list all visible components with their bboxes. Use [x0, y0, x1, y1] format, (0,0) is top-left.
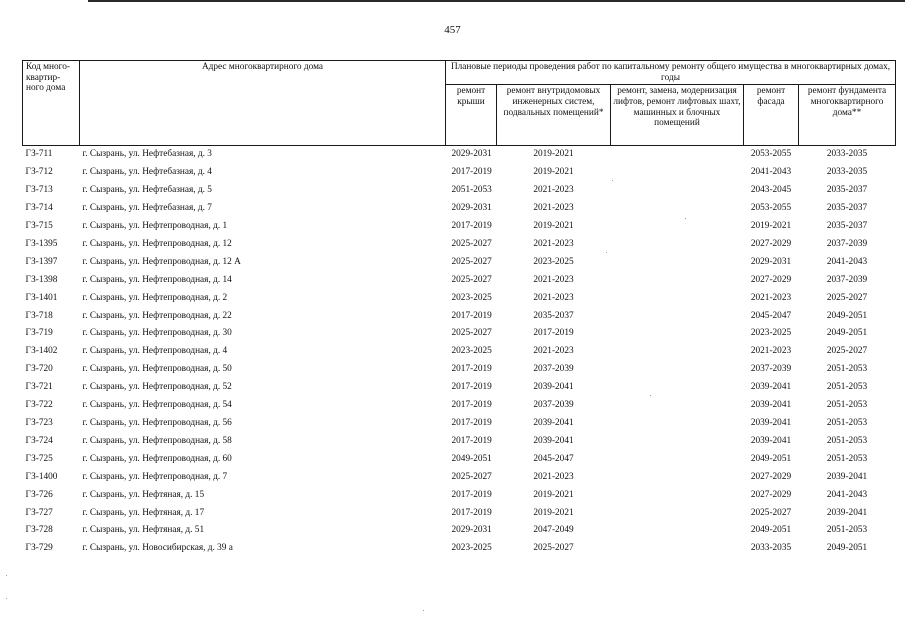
scan-speck: [685, 218, 686, 219]
table-row: [23, 164, 896, 182]
cell-elevators: [611, 200, 744, 218]
cell-facade: 2039-2041: [750, 382, 792, 393]
cell-address: г. Сызрань, ул. Нефтепроводная, д. 58: [82, 435, 232, 446]
cell-roof: 2023-2025: [451, 346, 492, 357]
cell-elevators: [611, 487, 744, 505]
cell-address: г. Сызрань, ул. Нефтепроводная, д. 30: [82, 328, 232, 339]
cell-elevators: [611, 505, 744, 523]
cell-foundation: 2039-2041: [826, 471, 868, 482]
cell-facade: 2023-2025: [750, 328, 792, 339]
table-row: [23, 308, 896, 326]
header-periods: Плановые периоды проведения работ по капитальному ремонту общего имущества в многоквартирных домах, годы: [446, 61, 896, 85]
cell-code: ГЗ-713: [25, 185, 53, 196]
header-foundation: ремонт фундамента многоквартирного дома**: [799, 85, 896, 146]
cell-facade: 2021-2023: [750, 346, 792, 357]
cell-code: ГЗ-719: [25, 328, 53, 339]
header-row-main: [23, 61, 896, 85]
cell-engineering: 2035-2037: [533, 310, 574, 321]
cell-facade: 2027-2029: [750, 471, 792, 482]
cell-address: г. Сызрань, ул. Нефтепроводная, д. 54: [82, 400, 232, 411]
cell-elevators: [611, 308, 744, 326]
cell-roof: 2017-2019: [451, 417, 492, 428]
cell-elevators: [611, 361, 744, 379]
cell-facade: 2033-2035: [750, 543, 792, 554]
cell-elevators: [611, 164, 744, 182]
cell-facade: 2049-2051: [750, 453, 792, 464]
cell-roof: 2017-2019: [451, 364, 492, 375]
cell-facade: 2025-2027: [750, 507, 792, 518]
table-row: [23, 540, 896, 558]
cell-facade: 2039-2041: [750, 417, 792, 428]
table-row: [23, 200, 896, 218]
cell-foundation: 2051-2053: [826, 382, 868, 393]
cell-roof: 2017-2019: [451, 310, 492, 321]
cell-address: г. Сызрань, ул. Нефтяная, д. 15: [82, 489, 205, 500]
cell-engineering: 2021-2023: [533, 292, 574, 303]
cell-engineering: 2021-2023: [533, 203, 574, 214]
cell-elevators: [611, 218, 744, 236]
table-row: [23, 343, 896, 361]
table-row: [23, 236, 896, 254]
cell-engineering: 2039-2041: [533, 435, 574, 446]
cell-address: г. Сызрань, ул. Нефтепроводная, д. 56: [82, 417, 232, 428]
cell-engineering: 2047-2049: [533, 525, 574, 536]
cell-code: ГЗ-728: [25, 525, 53, 536]
scan-speck: [6, 598, 7, 599]
cell-foundation: 2049-2051: [826, 543, 868, 554]
cell-foundation: 2051-2053: [826, 417, 868, 428]
cell-elevators: [611, 451, 744, 469]
cell-code: ГЗ-1397: [25, 256, 58, 267]
cell-foundation: 2025-2027: [826, 346, 868, 357]
header-engineering: ремонт внутридомовых инженерных систем, подвальных помещений*: [497, 85, 611, 146]
cell-facade: 2039-2041: [750, 435, 792, 446]
scan-speck: [612, 180, 613, 181]
cell-code: ГЗ-1401: [25, 292, 58, 303]
cell-roof: 2017-2019: [451, 382, 492, 393]
table-row: [23, 415, 896, 433]
cell-engineering: 2019-2021: [533, 221, 574, 231]
cell-foundation: 2041-2043: [826, 256, 868, 267]
cell-roof: 2025-2027: [451, 256, 492, 267]
cell-engineering: 2045-2047: [533, 453, 574, 464]
cell-roof: 2025-2027: [451, 328, 492, 339]
cell-roof: 2025-2027: [451, 471, 492, 482]
cell-foundation: 2051-2053: [826, 435, 868, 446]
header-code: Код много-квартир-ного дома: [23, 61, 80, 146]
cell-roof: 2029-2031: [451, 203, 492, 214]
cell-address: г. Сызрань, ул. Нефтепроводная, д. 12 А: [82, 256, 241, 267]
cell-facade: 2039-2041: [750, 400, 792, 411]
cell-address: г. Сызрань, ул. Новосибирская, д. 39 а: [82, 543, 233, 554]
table-row: [23, 451, 896, 469]
page-number: 457: [444, 24, 461, 36]
cell-facade: 2045-2047: [750, 310, 792, 321]
cell-code: ГЗ-1400: [25, 471, 58, 482]
cell-roof: 2017-2019: [451, 489, 492, 500]
cell-engineering: 2021-2023: [533, 471, 574, 482]
cell-engineering: 2019-2021: [533, 489, 574, 500]
cell-code: ГЗ-729: [25, 543, 53, 554]
cell-elevators: [611, 433, 744, 451]
cell-engineering: 2037-2039: [533, 400, 574, 411]
cell-foundation: 2051-2053: [826, 400, 868, 411]
cell-address: г. Сызрань, ул. Нефтебазная, д. 3: [82, 149, 212, 160]
cell-code: ГЗ-712: [25, 167, 53, 178]
cell-address: г. Сызрань, ул. Нефтепроводная, д. 22: [82, 310, 232, 321]
table-row: [23, 433, 896, 451]
table-row: [23, 487, 896, 505]
table-row: [23, 379, 896, 397]
capital-repair-schedule-table: [22, 60, 896, 558]
cell-facade: 2027-2029: [750, 489, 792, 500]
cell-foundation: 2051-2053: [826, 364, 868, 375]
cell-code: ГЗ-1402: [25, 346, 58, 357]
table-row: [23, 272, 896, 290]
cell-engineering: 2021-2023: [533, 185, 574, 196]
table-row: [23, 146, 896, 164]
cell-address: г. Сызрань, ул. Нефтепроводная, д. 7: [82, 471, 228, 482]
cell-code: ГЗ-725: [25, 453, 53, 464]
cell-foundation: 2051-2053: [826, 453, 868, 464]
cell-engineering: 2021-2023: [533, 346, 574, 357]
cell-elevators: [611, 182, 744, 200]
cell-foundation: 2051-2053: [826, 525, 868, 536]
cell-code: ГЗ-720: [25, 364, 53, 375]
cell-elevators: [611, 325, 744, 343]
cell-elevators: [611, 522, 744, 540]
cell-foundation: 2033-2035: [826, 167, 868, 178]
cell-engineering: 2019-2021: [533, 149, 574, 160]
cell-facade: 2037-2039: [750, 364, 792, 375]
cell-engineering: 2017-2019: [533, 328, 574, 339]
cell-foundation: 2033-2035: [826, 149, 868, 160]
cell-elevators: [611, 540, 744, 558]
cell-address: г. Сызрань, ул. Нефтепроводная, д. 12: [82, 238, 232, 249]
cell-code: ГЗ-722: [25, 400, 53, 411]
cell-facade: 2029-2031: [750, 256, 792, 267]
top-rule: [88, 0, 905, 2]
cell-engineering: 2023-2025: [533, 256, 574, 267]
cell-engineering: 2037-2039: [533, 364, 574, 375]
cell-foundation: 2037-2039: [826, 238, 868, 249]
cell-elevators: [611, 290, 744, 308]
table-row: [23, 254, 896, 272]
table-body: [23, 146, 896, 558]
cell-roof: 2017-2019: [451, 435, 492, 446]
cell-code: ГЗ-718: [25, 310, 53, 321]
header-roof: ремонт крыши: [446, 85, 497, 146]
cell-elevators: [611, 415, 744, 433]
cell-foundation: 2049-2051: [826, 310, 868, 321]
cell-roof: 2017-2019: [451, 400, 492, 411]
table-row: [23, 218, 896, 236]
cell-foundation: 2035-2037: [826, 185, 868, 196]
cell-roof: 2017-2019: [451, 167, 492, 178]
cell-code: ГЗ-714: [25, 203, 53, 214]
cell-address: г. Сызрань, ул. Нефтебазная, д. 5: [82, 185, 212, 196]
cell-address: г. Сызрань, ул. Нефтепроводная, д. 1: [82, 221, 228, 231]
cell-facade: 2027-2029: [750, 274, 792, 285]
cell-elevators: [611, 397, 744, 415]
cell-roof: 2017-2019: [451, 507, 492, 518]
table-row: [23, 469, 896, 487]
cell-address: г. Сызрань, ул. Нефтепроводная, д. 50: [82, 364, 232, 375]
cell-engineering: 2039-2041: [533, 382, 574, 393]
table-row: [23, 290, 896, 308]
cell-code: ГЗ-727: [25, 507, 53, 518]
cell-code: ГЗ-715: [25, 221, 53, 231]
header-elevators: ремонт, замена, модернизация лифтов, ремонт лифтовых шахт, машинных и блочных помещений: [611, 85, 744, 146]
cell-engineering: 2021-2023: [533, 238, 574, 249]
table-row: [23, 325, 896, 343]
cell-elevators: [611, 236, 744, 254]
cell-roof: 2049-2051: [451, 453, 492, 464]
cell-elevators: [611, 343, 744, 361]
scan-speck: [6, 575, 7, 576]
cell-facade: 2049-2051: [750, 525, 792, 536]
cell-code: ГЗ-726: [25, 489, 53, 500]
cell-facade: 2053-2055: [750, 203, 792, 214]
cell-code: ГЗ-724: [25, 435, 53, 446]
table-row: [23, 505, 896, 523]
cell-engineering: 2019-2021: [533, 507, 574, 518]
cell-code: ГЗ-1398: [25, 274, 58, 285]
cell-elevators: [611, 469, 744, 487]
cell-facade: 2021-2023: [750, 292, 792, 303]
cell-facade: 2019-2021: [750, 221, 792, 231]
cell-elevators: [611, 146, 744, 164]
cell-roof: 2023-2025: [451, 292, 492, 303]
cell-engineering: 2019-2021: [533, 167, 574, 178]
cell-roof: 2023-2025: [451, 543, 492, 554]
cell-address: г. Сызрань, ул. Нефтебазная, д. 7: [82, 203, 212, 214]
cell-foundation: 2041-2043: [826, 489, 868, 500]
cell-roof: 2029-2031: [451, 149, 492, 160]
cell-foundation: 2037-2039: [826, 274, 868, 285]
cell-address: г. Сызрань, ул. Нефтебазная, д. 4: [82, 167, 212, 178]
table-row: [23, 522, 896, 540]
cell-address: г. Сызрань, ул. Нефтепроводная, д. 2: [82, 292, 228, 303]
cell-foundation: 2039-2041: [826, 507, 868, 518]
cell-foundation: 2049-2051: [826, 328, 868, 339]
cell-engineering: 2025-2027: [533, 543, 574, 554]
cell-address: г. Сызрань, ул. Нефтепроводная, д. 52: [82, 382, 232, 393]
scan-speck: [606, 252, 607, 253]
table-row: [23, 182, 896, 200]
cell-code: ГЗ-723: [25, 417, 53, 428]
cell-roof: 2025-2027: [451, 274, 492, 285]
scan-speck: [423, 610, 424, 611]
cell-roof: 2051-2053: [451, 185, 492, 196]
cell-address: г. Сызрань, ул. Нефтепроводная, д. 14: [82, 274, 232, 285]
cell-roof: 2025-2027: [451, 238, 492, 249]
cell-foundation: 2035-2037: [826, 221, 868, 231]
cell-code: ГЗ-1395: [25, 238, 58, 249]
cell-facade: 2043-2045: [750, 185, 792, 196]
cell-facade: 2041-2043: [750, 167, 792, 178]
cell-elevators: [611, 254, 744, 272]
cell-address: г. Сызрань, ул. Нефтяная, д. 17: [82, 507, 205, 518]
cell-facade: 2027-2029: [750, 238, 792, 249]
cell-elevators: [611, 379, 744, 397]
cell-roof: 2029-2031: [451, 525, 492, 536]
table-row: [23, 361, 896, 379]
cell-address: г. Сызрань, ул. Нефтепроводная, д. 60: [82, 453, 232, 464]
scan-speck: [650, 395, 651, 396]
cell-roof: 2017-2019: [451, 221, 492, 231]
cell-address: г. Сызрань, ул. Нефтепроводная, д. 4: [82, 346, 228, 357]
cell-address: г. Сызрань, ул. Нефтяная, д. 51: [82, 525, 205, 536]
cell-engineering: 2039-2041: [533, 417, 574, 428]
header-address: Адрес многоквартирного дома: [80, 61, 446, 146]
cell-engineering: 2021-2023: [533, 274, 574, 285]
table-row: [23, 397, 896, 415]
cell-code: ГЗ-711: [25, 149, 53, 160]
cell-foundation: 2035-2037: [826, 203, 868, 214]
cell-foundation: 2025-2027: [826, 292, 868, 303]
header-facade: ремонт фасада: [744, 85, 799, 146]
cell-code: ГЗ-721: [25, 382, 53, 393]
cell-elevators: [611, 272, 744, 290]
cell-facade: 2053-2055: [750, 149, 792, 160]
